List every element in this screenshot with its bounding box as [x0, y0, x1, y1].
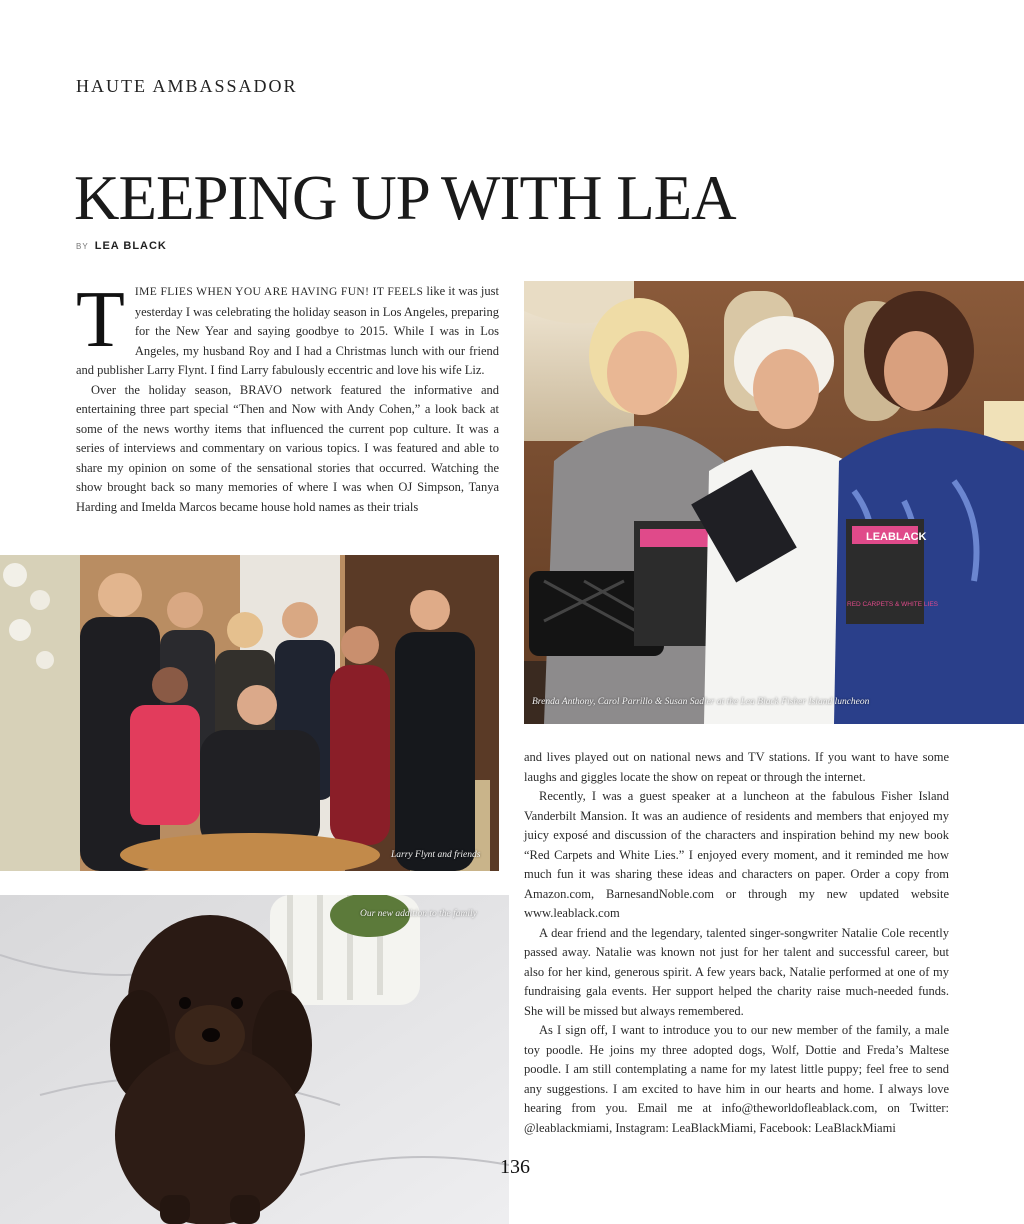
paragraph: Over the holiday season, BRAVO network featured the informative and entertaining three part special “Then and Now with Andy Cohen,” a look back at some of the news worthy items that influenced the current pop culture. It was a series of interviews and commentary on various topics. I was featured and able to share my opinion on some of the sensational stories that occurred. Watching the show brought back so many memories of where I was when OJ Simpson, Tanya Harding and Imelda Marcos became house hold names as their trials	[76, 382, 499, 514]
puppy-photo	[0, 895, 509, 1224]
article-title: KEEPING UP WITH LEA	[74, 163, 736, 233]
paragraph: Recently, I was a guest speaker at a luncheon at the fabulous Fisher Island Vanderbilt Mansion. It was an audience of residents and members that enjoyed my juicy exposé and discussion of the characters and inspiration behind my new book “Red Carpets and White Lies.” I enjoyed every moment, and it reminded me how much fun it was sharing these ideas and characters on paper. Order a copy from Amazon.com, BarnesandNoble.com or through my new updated website www.leablack.com	[524, 789, 949, 920]
luncheon-photo-caption: Brenda Anthony, Carol Parrillo & Susan Sadler at the Lea Black Fisher Island luncheon	[532, 697, 870, 707]
friends-photo	[0, 555, 499, 871]
byline	[76, 240, 167, 252]
paragraph: A dear friend and the legendary, talented singer-songwriter Natalie Cole recently passed away. Natalie was known not just for her talent and successful career, but also for her kind, generous spirit. A few years back, Natalie performed at one of my fundraising gala events. Her support helped the charity raise much-needed funds. She will be missed but always remembered.	[524, 925, 949, 1018]
byline-author: LEA BLACK	[94, 240, 167, 252]
lead-text: like it was just yesterday I was celebrating the holiday season in Los Angeles, preparing for the New Year and saying goodbye to 2015. While I was in Los Angeles, my husband Roy and I had a Christmas lunch with our friend and publisher Larry Flynt. I find Larry fabulously eccentric and love his wife Liz.	[76, 284, 499, 377]
byline-prefix: BY	[76, 242, 89, 251]
article-column-2	[524, 748, 949, 1138]
section-label: HAUTE AMBASSADOR	[76, 76, 298, 96]
lead-smallcaps: IME FLIES WHEN YOU ARE HAVING FUN! IT FEELS	[134, 286, 424, 298]
lead-paragraph	[76, 276, 499, 381]
friends-photo-caption: Larry Flynt and friends	[391, 850, 481, 860]
article-column-1	[76, 276, 499, 517]
luncheon-photo	[524, 281, 1024, 724]
puppy-photo-caption: Our new addition to the family	[360, 909, 477, 919]
drop-cap: T	[76, 276, 125, 364]
paragraph: As I sign off, I want to introduce you to our new member of the family, a male toy poodle. He joins my three adopted dogs, Wolf, Dottie and Freda’s Maltese poodle. I am still contemplating a name for my latest little puppy; feel free to send any suggestions. I am excited to have him in our hearts and home. I always love hearing from you. Email me at info@theworldofleablack.com, on Twitter: @leablackmiami, Instagram: LeaBlackMiami, Facebook: LeaBlackMiami	[524, 1023, 949, 1135]
page-number: 136	[500, 1156, 530, 1178]
book-brand-text: LEABLACK	[866, 531, 927, 543]
paragraph: and lives played out on national news and TV stations. If you want to have some laughs and giggles locate the show on repeat or through the internet.	[524, 750, 949, 784]
book-title-text: RED CARPETS & WHITE LIES	[847, 601, 939, 608]
